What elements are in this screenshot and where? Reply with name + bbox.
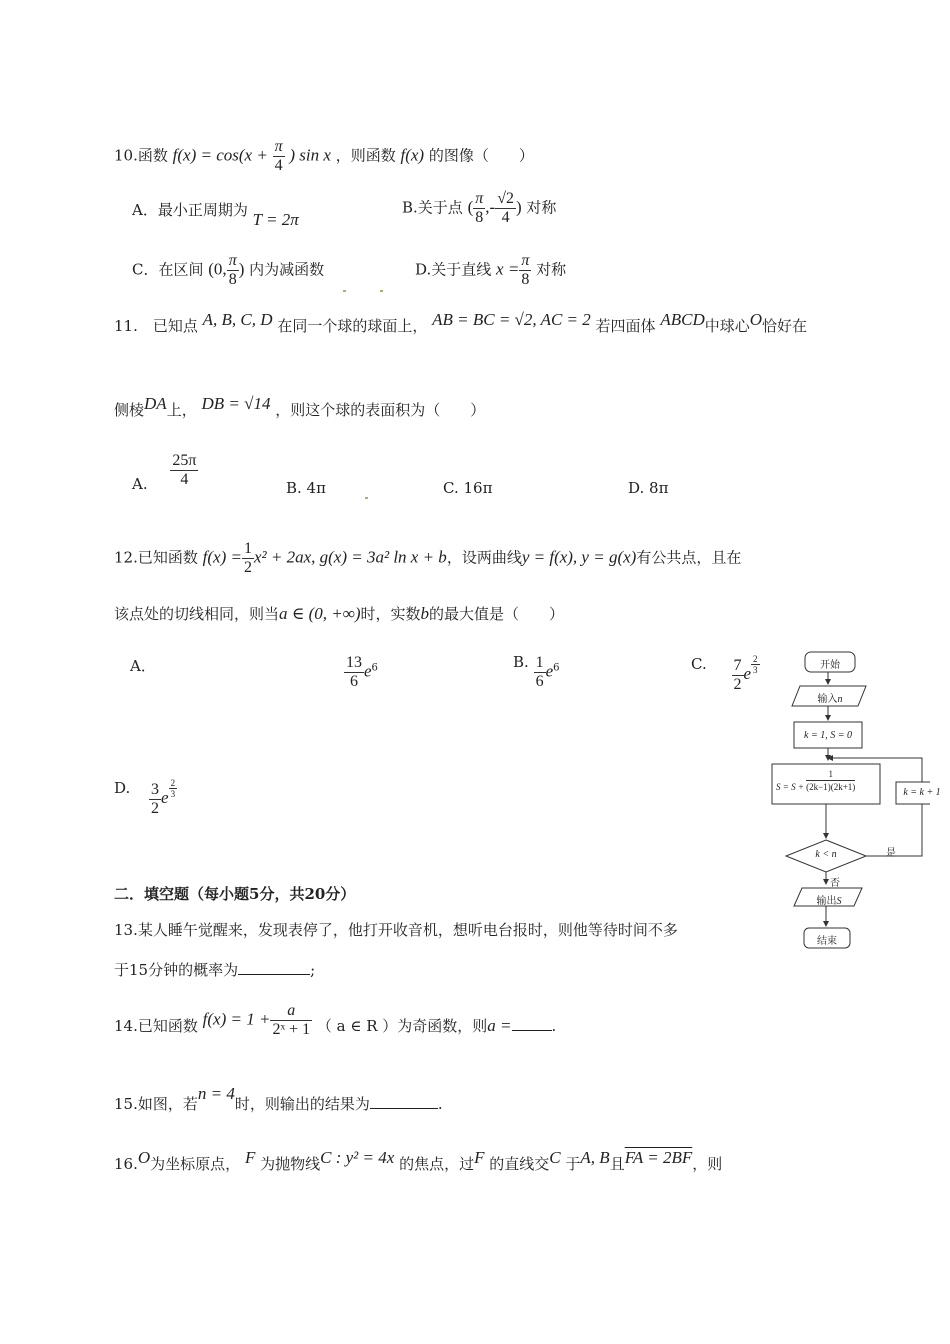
- q16-line: 16.O为坐标原点， F 为抛物线C : y² = 4x 的焦点，过F 的直线交C 于A, B且FA = 2BF，则: [114, 1148, 723, 1173]
- flow-increment-label: k = k + 1: [903, 787, 941, 798]
- q11-option-d: D. 8π: [628, 479, 669, 497]
- section-title: 二．填空题（每小题5分，共20分）: [114, 885, 356, 903]
- q12-option-c: C. $\frac{7}{2}$ e $\frac{2}{3}$: [691, 654, 758, 693]
- q11-line2: 侧棱DA上， DB = √14 ，则这个球的表面积为（ ）: [114, 394, 486, 419]
- flow-yes-label: 是: [886, 848, 896, 859]
- q13-line1: 13.某人睡午觉醒来，发现表停了，他打开收音机，想听电台报时，则他等待时间不多: [114, 921, 678, 939]
- q15-answer-blank[interactable]: [370, 1094, 438, 1109]
- flow-condition-label: k < n: [815, 849, 837, 860]
- q14-line: 14.已知函数 f(x) = 1 + $\frac{a}{\text{2ˣ + 1}}$ （ a ∈ R ）为奇函数，则a = .: [114, 1002, 557, 1038]
- flowchart: [760, 648, 941, 958]
- q12-line1: 12.已知函数 f(x) = $\frac{1}{2}$ x² + 2ax, g(x) = 3a² ln x + b，设两曲线y = f(x), y = g(x)有公共点，且在: [114, 540, 742, 576]
- q10-option-c: C．在区间 (0, $\frac{\pi}{8}$ ) 内为减函数: [132, 252, 325, 288]
- q13-line2: 于15分钟的概率为 ;: [114, 961, 316, 979]
- flow-init-label: k = 1, S = 0: [804, 730, 852, 741]
- flow-input-label: 输入n: [817, 694, 843, 705]
- vector-equation: FA = 2BF: [624, 1148, 693, 1167]
- q12-option-a-value: $\frac{13}{6}$ $e^6$: [346, 654, 378, 690]
- flow-end-label: 结束: [817, 936, 837, 947]
- q11-option-b: B. 4π: [286, 479, 326, 497]
- flow-update-label: S = S + $\frac{1}{(2k-1)(2k+1)}$: [776, 769, 856, 792]
- q11-option-a: A. $\frac{25\pi}{4}$: [132, 452, 197, 493]
- q11-option-c: C. 16π: [443, 479, 493, 497]
- q10-option-a: A．最小正周期为 T = 2π: [132, 201, 299, 229]
- q13-answer-blank[interactable]: [238, 960, 310, 975]
- q12-option-b: B. $\frac{1}{6}$ $e^6$: [513, 652, 560, 690]
- q12-option-a-label: A．: [130, 657, 156, 675]
- flow-start-label: 开始: [820, 660, 840, 671]
- q15-line: 15.如图，若n = 4时，则输出的结果为 .: [114, 1084, 443, 1113]
- q10-stem: 10.函数 f(x) = cos(x + $\frac{\pi}{4}$ ) sin x ，则函数 f(x) 的图像（ ）: [114, 138, 534, 174]
- flow-no-label: 否: [830, 878, 840, 889]
- q10-option-d: D.关于直线 x = $\frac{\pi}{8}$ 对称: [415, 252, 567, 288]
- q10-pi-over-4: $\frac{\pi}{4}$: [274, 138, 283, 174]
- flow-output-label: 输出S: [816, 896, 842, 907]
- q11-line1: 11. 已知点 A, B, C, D 在同一个球的球面上， AB = BC = √2, AC = 2 若四面体 ABCD中球心O恰好在: [114, 310, 808, 335]
- q12-line2: 该点处的切线相同，则当a ∈ (0, +∞)时，实数b的最大值是（ ）: [114, 604, 565, 623]
- q12-option-d: D. $\frac{3}{2}$ e $\frac{2}{3}$: [114, 778, 176, 817]
- q14-answer-blank[interactable]: [512, 1016, 552, 1031]
- q10-option-b: B.关于点 ( $\frac{\pi}{8}$ ,- $\frac{√2}{4}$ ) 对称: [402, 190, 557, 226]
